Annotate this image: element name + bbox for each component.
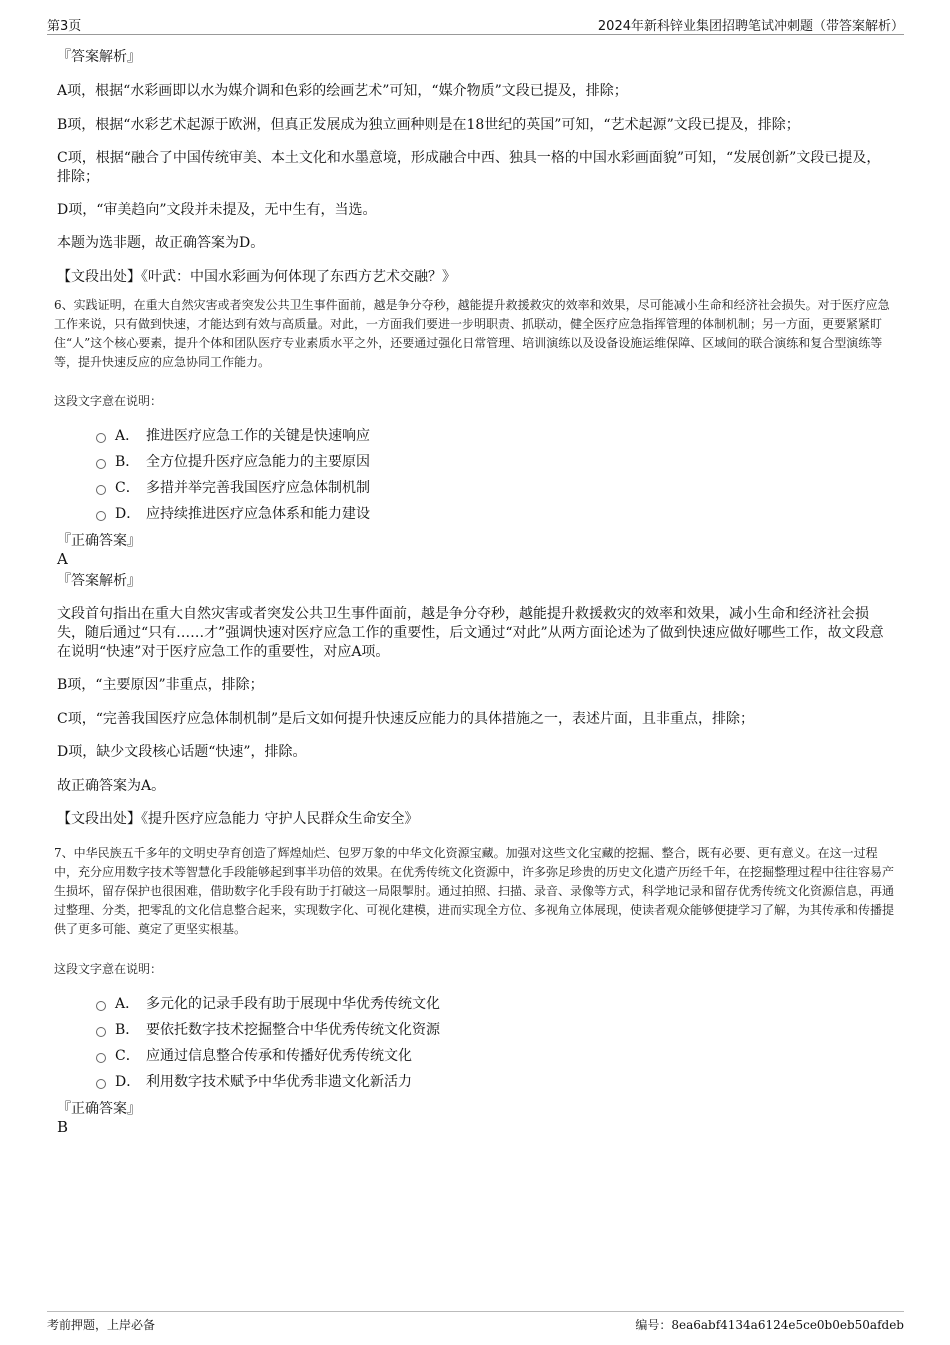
radio-icon[interactable] [96,485,106,495]
radio-icon[interactable] [96,1001,106,1011]
q6-analysis-d: D项，缺少文段核心话题“快速”，排除。 [57,744,307,760]
q7-option-a[interactable]: A． 多元化的记录手段有助于展现中华优秀传统文化 [96,993,440,1013]
q5-conclusion: 本题为选非题，故正确答案为D。 [57,235,265,251]
q7-answer: B [57,1118,69,1136]
page-number: 第3页 [47,19,82,34]
q5-analysis-b: B项，根据“水彩艺术起源于欧洲，但真正发展成为独立画种则是在18世纪的英国”可知，“艺术起源”文段已提及，排除； [57,117,800,133]
radio-icon[interactable] [96,1027,106,1037]
radio-icon[interactable] [96,1079,106,1089]
q6-answer: A [57,550,68,568]
document-title: 2024年新科锌业集团招聘笔试冲刺题（带答案解析） [597,19,904,34]
q7-stem: 7、中华民族五千多年的文明史孕育创造了辉煌灿烂、包罗万象的中华文化资源宝藏。加强对这些文化宝藏的挖掘、整合，既有必要、更有意义。在这一过程中，充分应用数字技术等智慧化手段能够起到事半功倍的效果。在优秀传统文化资源中，许多弥足珍贵的历史文化遗产历经千年，在挖掘整理过程中往往容易产生损坏，留存保护也很困难，借助数字化手段有助于打破这一局限掣肘。通过拍照、扫描、录音、录像等方式，科学地记录和留存优秀传统文化资源信息，再通过整理、分类，把零乱的文化信息整合起来，实现数字化、可视化建模，进而实现全方位、多视角立体展现，使读者观众能够便捷学习了解，为其传承和传播提供了更多可能、奠定了更坚实根基。 [54,846,895,936]
q6-analysis-main: 文段首句指出在重大自然灾害或者突发公共卫生事件面前，越是争分夺秒，越能提升救援救灾的效率和效果，减小生命和经济社会损失，随后通过“只有……才”强调快速对医疗应急工作的重要性，后文通过“对此”从两方面论述为了做到快速应做好哪些工作，故文段意在说明“快速”对于医疗应急工作的重要性，对应A项。 [57,606,884,660]
q6-answer-label: 『正确答案』 [57,533,141,549]
page-footer [47,1311,904,1340]
q7-prompt: 这段文字意在说明： [54,962,163,976]
radio-icon[interactable] [96,459,106,469]
q6-option-c[interactable]: C． 多措并举完善我国医疗应急体制机制 [96,477,370,497]
document-id: 编号：8ea6abf4134a6124e5ce0b0eb50afdeb [635,1318,904,1332]
radio-icon[interactable] [96,511,106,521]
q6-analysis-c: C项，“完善我国医疗应急体制机制”是后文如何提升快速反应能力的具体措施之一，表述片面，且非重点，排除； [57,711,755,727]
q6-option-d[interactable]: D． 应持续推进医疗应急体系和能力建设 [96,503,370,523]
q6-option-b[interactable]: B． 全方位提升医疗应急能力的主要原因 [96,451,370,471]
radio-icon[interactable] [96,1053,106,1063]
q6-source: 【文段出处】《提升医疗应急能力 守护人民群众生命安全》 [57,811,419,827]
q5-analysis-c: C项，根据“融合了中国传统审美、本土文化和水墨意境，形成融合中西、独具一格的中国水彩画面貌”可知，“发展创新”文段已提及，排除； [57,150,881,185]
q7-option-c[interactable]: C． 应通过信息整合传承和传播好优秀传统文化 [96,1045,412,1065]
q5-analysis-label: 『答案解析』 [57,49,141,65]
q6-conclusion: 故正确答案为A。 [57,778,166,794]
q6-analysis-b: B项，“主要原因”非重点，排除； [57,677,264,693]
q6-stem: 6、实践证明，在重大自然灾害或者突发公共卫生事件面前，越是争分夺秒，越能提升救援救灾的效率和效果，尽可能减小生命和经济社会损失。对于医疗应急工作来说，只有做到快速，才能达到有效与高质量。对此，一方面我们要进一步明职责、抓联动，健全医疗应急指挥管理的体制机制；另一方面，更要紧紧盯住“人”这个核心要素，提升个体和团队医疗专业素质水平之外，还要通过强化日常管理、培训演练以及设备设施运维保障、区域间的联合演练和复合型演练等等，提升快速反应的应急协同工作能力。 [54,298,890,369]
q6-prompt: 这段文字意在说明： [54,394,163,408]
footer-slogan: 考前押题，上岸必备 [47,1318,156,1332]
q5-analysis-a: A项，根据“水彩画即以水为媒介调和色彩的绘画艺术”可知，“媒介物质”文段已提及，排除； [57,83,628,99]
q6-analysis-label: 『答案解析』 [57,573,141,589]
q5-analysis-d: D项，“审美趋向”文段并未提及，无中生有，当选。 [57,202,377,218]
q7-option-b[interactable]: B． 要依托数字技术挖掘整合中华优秀传统文化资源 [96,1019,440,1039]
q6-option-a[interactable]: A． 推进医疗应急工作的关键是快速响应 [96,425,370,445]
q5-source: 【文段出处】《叶武：中国水彩画为何体现了东西方艺术交融？》 [57,269,456,285]
q7-answer-label: 『正确答案』 [57,1101,141,1117]
radio-icon[interactable] [96,433,106,443]
q7-option-d[interactable]: D． 利用数字技术赋予中华优秀非遗文化新活力 [96,1071,412,1091]
page-header [47,12,904,35]
